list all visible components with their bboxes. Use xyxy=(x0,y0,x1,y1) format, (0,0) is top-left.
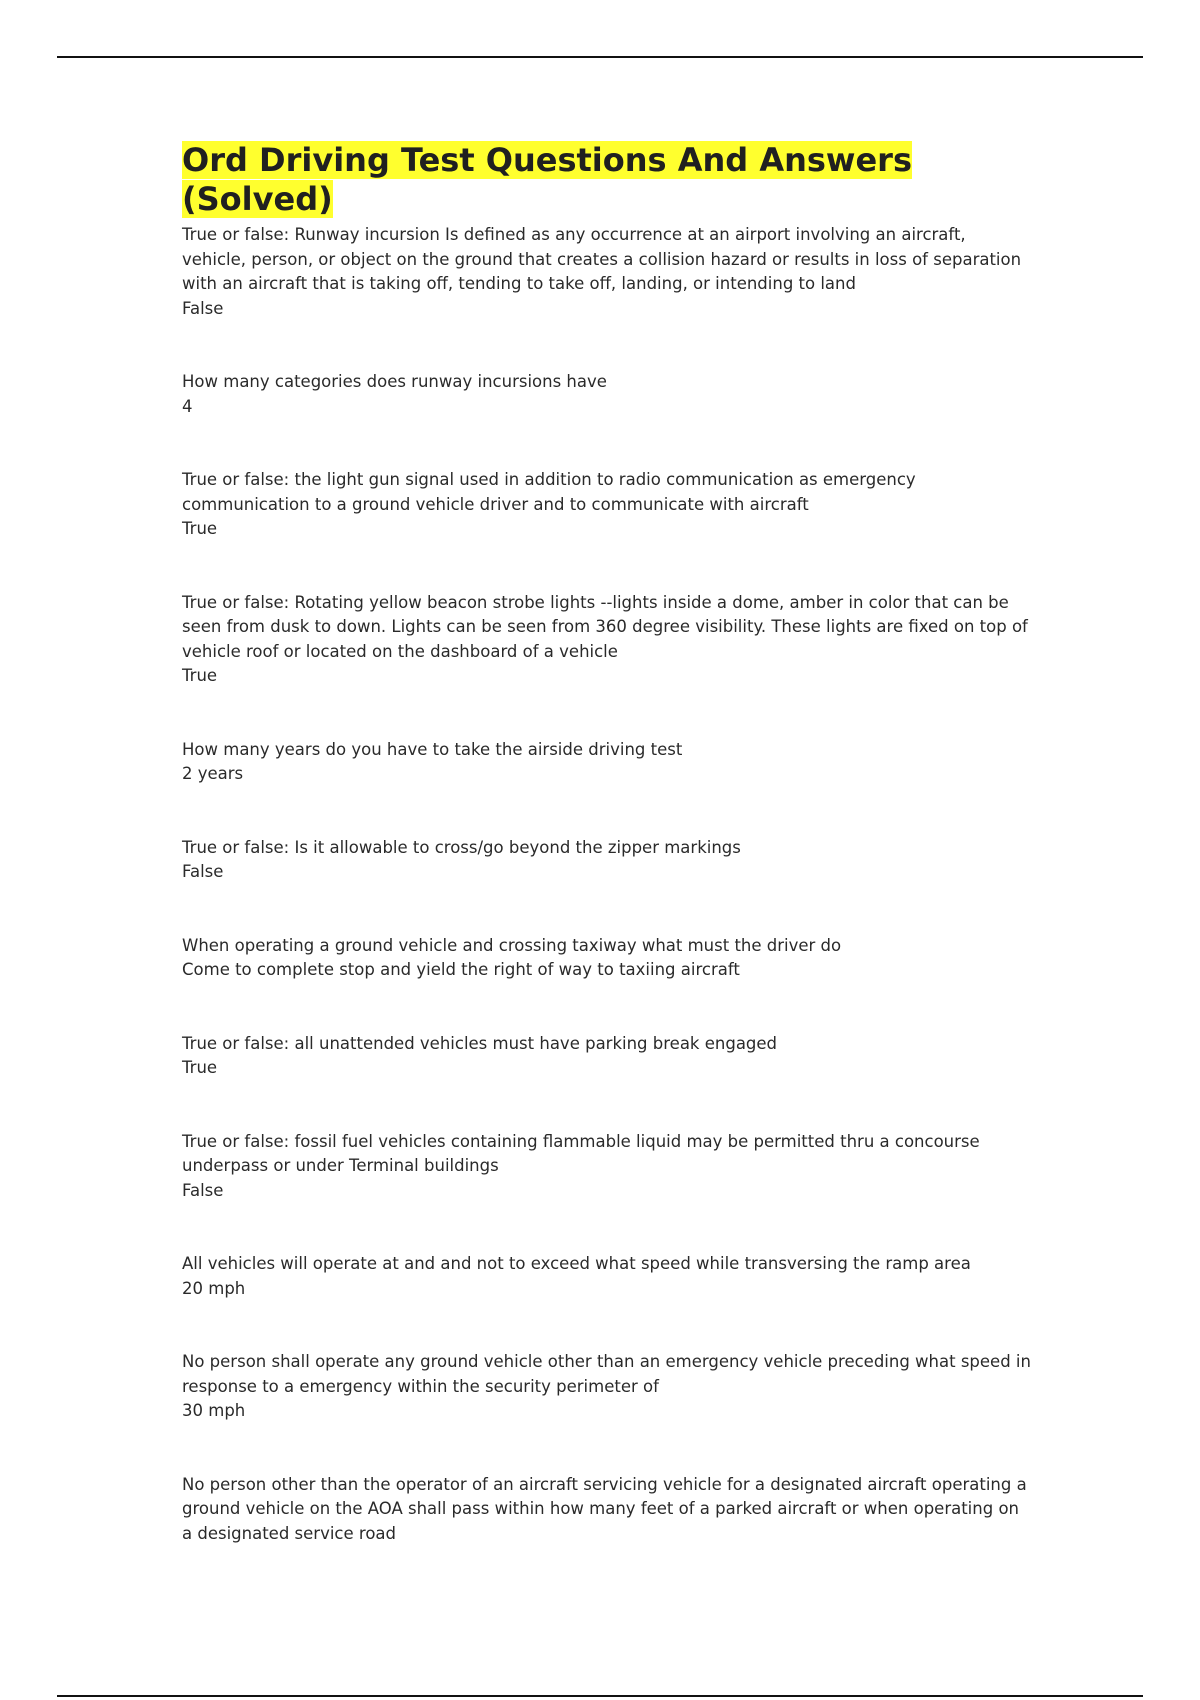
qa-item xyxy=(182,1032,1032,1081)
answer-text: True xyxy=(182,666,218,685)
question-text: All vehicles will operate at and and not to exceed what speed while transversing the ramp area xyxy=(182,1254,971,1273)
qa-list xyxy=(182,223,1032,1546)
question-text: True or false: fossil fuel vehicles containing flammable liquid may be permitted thru a concourse underpass or under Terminal buildings xyxy=(182,1131,980,1175)
qa-item xyxy=(182,1350,1032,1424)
answer-text: True xyxy=(182,1058,218,1077)
answer-text: False xyxy=(182,1180,224,1200)
qa-item xyxy=(182,223,1032,321)
question-text: No person shall operate any ground vehicle other than an emergency vehicle preceding what speed in response to a emergency within the security perimeter of xyxy=(182,1352,1031,1396)
document-title xyxy=(182,141,1032,219)
question-text: True or false: Is it allowable to cross/go beyond the zipper markings xyxy=(182,837,741,857)
answer-text: False xyxy=(182,862,224,881)
header-rule xyxy=(57,56,1143,58)
title-highlight: Ord Driving Test Questions And Answers (Solved) xyxy=(182,141,912,218)
footer-rule xyxy=(57,1695,1143,1697)
answer-text: 4 xyxy=(182,396,193,416)
answer-text: 2 years xyxy=(182,764,244,783)
answer-text: True xyxy=(182,519,218,538)
question-text: True or false: the light gun signal used in addition to radio communication as emergency communication to a ground vehicle driver and to communicate with aircraft xyxy=(182,470,916,514)
question-text: True or false: Runway incursion Is defined as any occurrence at an airport involving an aircraft, vehicle, person, or object on the ground that creates a collision hazard or results in loss of separation with an aircraft that is taking off, tending to take off, landing, or intending to land xyxy=(182,225,1022,293)
qa-item xyxy=(182,1252,1032,1301)
question-text: How many categories does runway incursions have xyxy=(182,372,607,391)
qa-item xyxy=(182,934,1032,983)
qa-item xyxy=(182,836,1032,885)
answer-text: 20 mph xyxy=(182,1278,246,1298)
qa-item xyxy=(182,468,1032,542)
answer-text: Come to complete stop and yield the right of way to taxiing aircraft xyxy=(182,960,740,979)
qa-item xyxy=(182,1130,1032,1204)
qa-item xyxy=(182,738,1032,787)
qa-item xyxy=(182,591,1032,689)
answer-text: False xyxy=(182,298,224,318)
question-text: True or false: Rotating yellow beacon strobe lights --lights inside a dome, amber in color that can be seen from dusk to down. Lights can be seen from 360 degree visibility. These lights are fixed on top of vehicle roof or located on the dashboard of a vehicle xyxy=(182,592,1028,661)
question-text: How many years do you have to take the airside driving test xyxy=(182,739,683,759)
answer-text: 30 mph xyxy=(182,1401,246,1420)
question-text: No person other than the operator of an aircraft servicing vehicle for a designated aircraft operating a ground vehicle on the AOA shall pass within how many feet of a parked aircraft or when operating on a designated service road xyxy=(182,1474,1027,1543)
question-text: True or false: all unattended vehicles must have parking break engaged xyxy=(182,1033,778,1053)
document-body xyxy=(182,141,1032,1546)
qa-item xyxy=(182,1473,1032,1547)
question-text: When operating a ground vehicle and crossing taxiway what must the driver do xyxy=(182,935,842,955)
qa-item xyxy=(182,370,1032,419)
